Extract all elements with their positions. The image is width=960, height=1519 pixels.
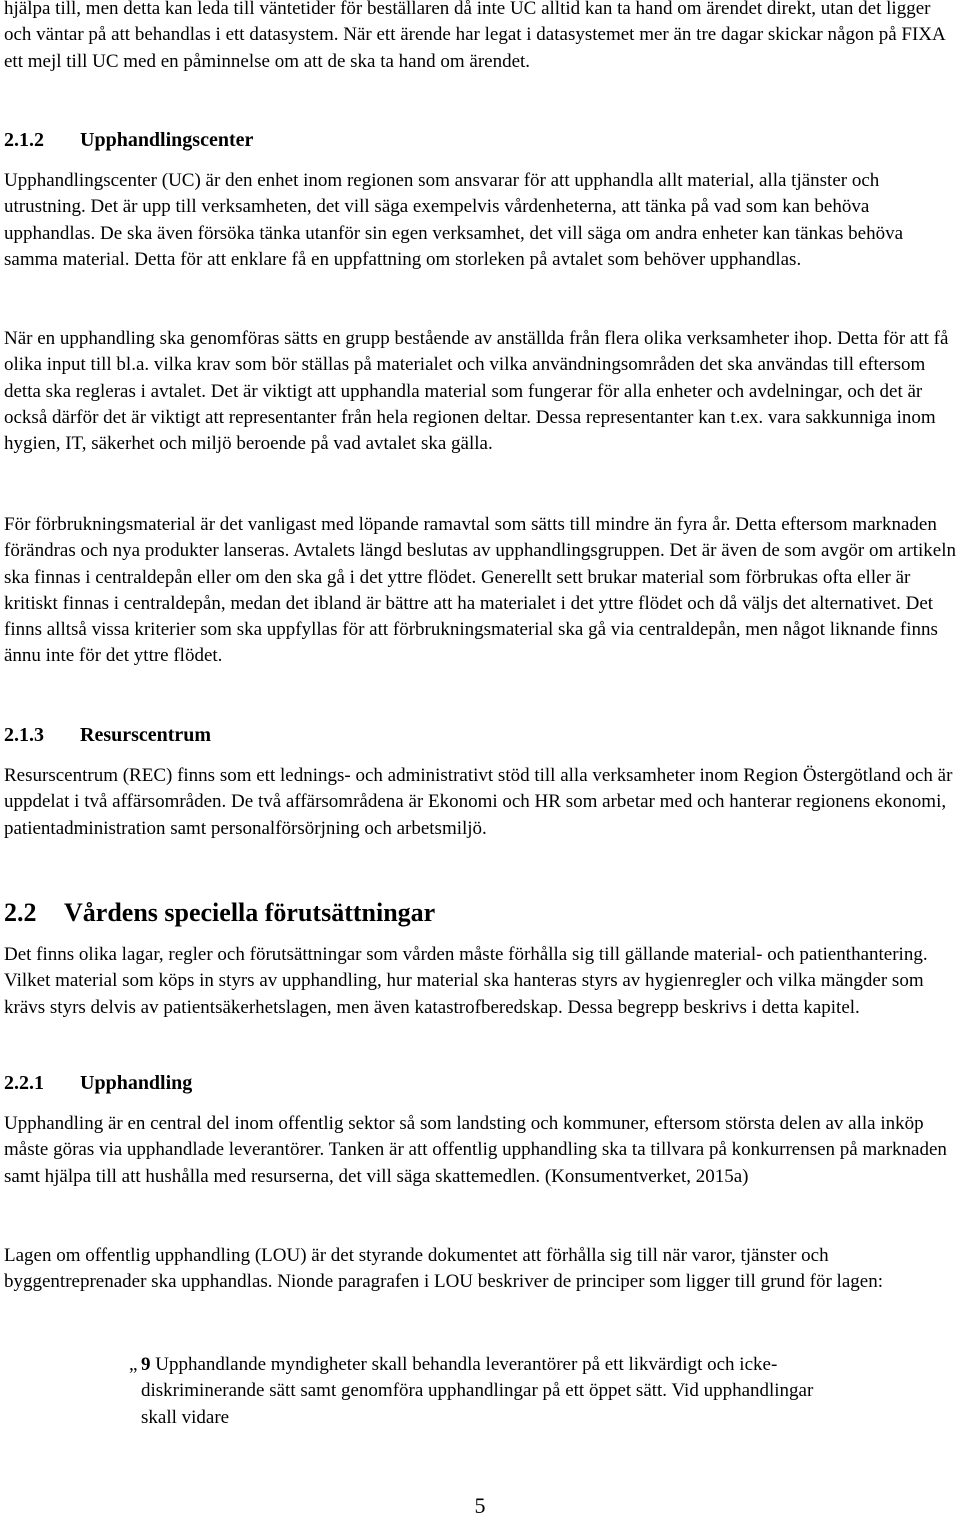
heading-number: 2.2 xyxy=(4,898,37,927)
heading-resurscentrum xyxy=(4,724,211,747)
heading-upphandling xyxy=(4,1072,192,1095)
paragraph-lou: Lagen om offentlig upphandling (LOU) är det styrande dokumentet att förhålla sig till när varor, tjänster och byggentreprenader ska upphandlas. Nionde paragrafen i LOU beskriver de principer som ligger till grund för lagen: xyxy=(4,1245,883,1293)
paragraph-rec-description: Resurscentrum (REC) finns som ett lednings- och administrativt stöd till alla verksamheter inom Region Östergötland och är uppdelat i två affärsområden. De två affärsområdena är Ekonomi och HR som arbetar med och hanterar regionens ekonomi, patientadministration samt personalförsörjning och arbetsmiljö. xyxy=(4,765,953,839)
heading-number: 2.1.2 xyxy=(4,129,44,151)
paragraph-consumables: För förbrukningsmaterial är det vanligast med löpande ramavtal som sätts till mindre än fyra år. Detta eftersom marknaden förändras och nya produkter lanseras. Avtalets längd beslutas av upphandlingsgruppen. Det är även de som avgör om artikeln ska finnas i centraldepån eller om den ska gå i det yttre flödet. Generellt sett brukar material som förbrukas ofta eller är kritiskt finnas i centraldepån, medan det ibland är bättre att ha materialet i det yttre flödet och då väljs det alternativet. Det finns alltså vissa kriterier som ska uppfyllas för att förbrukningsmaterial ska gå via centraldepån, men något liknande finns ännu inte för det yttre flödet. xyxy=(4,514,957,667)
paragraph-public-procurement: Upphandling är en central del inom offentlig sektor så som landsting och kommuner, eftersom största delen av alla inköp måste göras via upphandlade leverantörer. Tanken är att offentlig upphandling ska ta tillvara på konkurrensen på marknaden samt hjälpa till att hushålla med resurserna, det vill säga skattemedlen. (Konsumentverket, 2015a) xyxy=(4,1113,947,1187)
paragraph-laws-rules: Det finns olika lagar, regler och förutsättningar som vården måste förhålla sig till gällande material- och patienthantering. Vilket material som köps in styrs av upphandling, hur material ska hanteras styrs av hygienregler och vilka mängder som krävs styrs delvis av patientsäkerhetslagen, men även katastrofberedskap. Dessa begrepp beskrivs i detta kapitel. xyxy=(4,944,928,1018)
paragraph-uc-description: Upphandlingscenter (UC) är den enhet inom regionen som ansvarar för att upphandla allt material, alla tjänster och utrustning. Det är upp till verksamheten, det vill säga exempelvis vårdenheterna, att tänka på vad som kan behöva upphandlas. De ska även försöka tänka utanför sin egen verksamhet, det vill säga om andra enheter kan tänkas behöva samma material. Detta för att enklare få en uppfattning om storleken på avtalet som behöver upphandlas. xyxy=(4,170,904,270)
quote-text: Upphandlande myndigheter skall behandla leverantörer på ett likvärdigt och icke-diskriminerande sätt samt genomföra upphandlingar på ett öppet sätt. Vid upphandlingar skall vidare xyxy=(141,1354,814,1428)
heading-title: Upphandling xyxy=(80,1072,193,1094)
heading-title: Vårdens speciella förutsättningar xyxy=(64,898,436,927)
paragraph-number: 9 xyxy=(141,1354,151,1375)
heading-vardens-forutsattningar xyxy=(4,898,435,928)
page-number: 5 xyxy=(474,1493,486,1518)
quote-mark: „ xyxy=(129,1354,138,1375)
paragraph-intro: hjälpa till, men detta kan leda till väntetider för beställaren då inte UC alltid kan ta hand om ärendet direkt, utan det ligger och väntar på att behandlas i ett datasystem. När ett ärende har legat i datasystemet mer än tre dagar skickar någon på FIXA ett mejl till UC med en påminnelse om att de ska ta hand om ärendet. xyxy=(4,0,945,72)
heading-title: Resurscentrum xyxy=(80,724,212,746)
heading-upphandlingscenter xyxy=(4,129,253,152)
heading-number: 2.1.3 xyxy=(4,724,44,746)
heading-title: Upphandlingscenter xyxy=(80,129,254,151)
heading-number: 2.2.1 xyxy=(4,1072,44,1094)
paragraph-procurement-group: När en upphandling ska genomföras sätts en grupp bestående av anställda från flera olika verksamheter ihop. Detta för att få olika input till bl.a. vilka krav som bör ställas på materialet och vilka användningsområden det ska användas till eftersom detta ska regleras i avtalet. Det är viktigt att upphandla material som fungerar för alla enheter och avdelningar, och det är också därför det är viktigt att representanter från hela regionen deltar. Dessa representanter kan t.ex. vara sakkunniga inom hygien, IT, säkerhet och miljö beroende på vad avtalet ska gälla. xyxy=(4,328,949,455)
law-quote xyxy=(129,1352,821,1431)
